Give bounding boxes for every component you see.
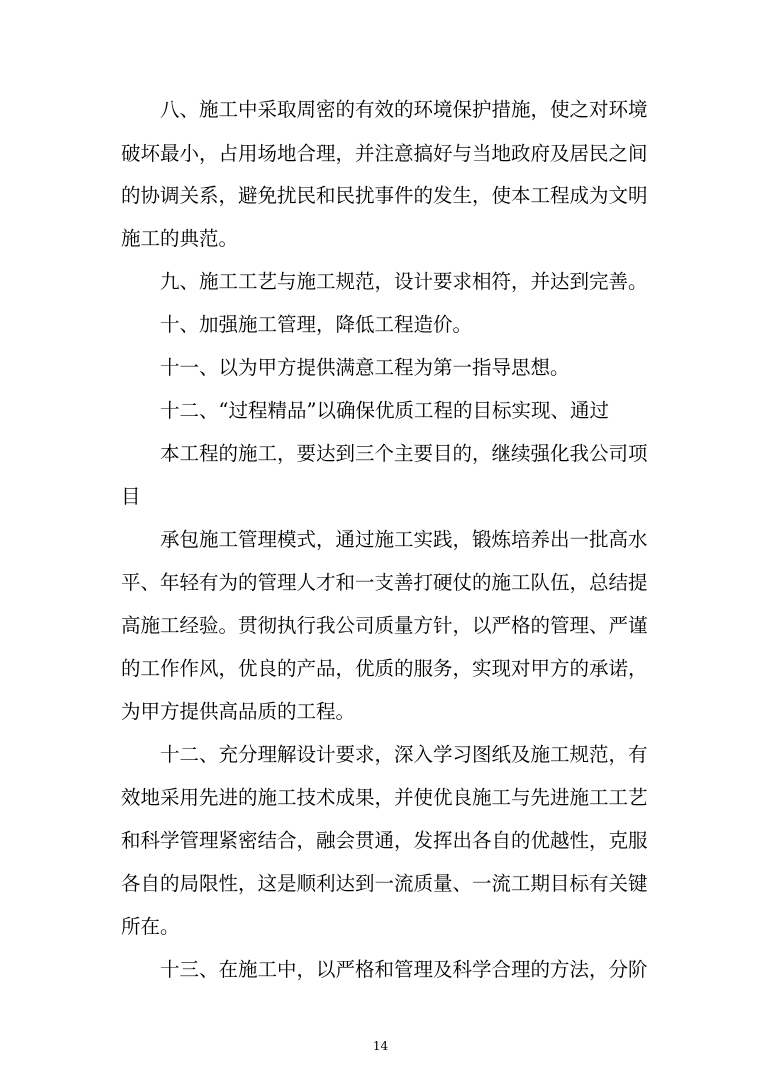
text-line: 十二、“过程精品”以确保优质工程的目标实现、通过 [160, 399, 609, 422]
text-line: 八、施工中采取周密的有效的环境保护措施，使之对环境 [160, 98, 648, 121]
text-line: 十、加强施工管理，降低工程造价。 [160, 313, 473, 336]
text-line: 和科学管理紧密结合，融会贯通，发挥出各自的优越性，克服 [121, 829, 648, 852]
text-line: 承包施工管理模式，通过施工实践，锻炼培养出一批高水 [160, 528, 648, 551]
text-line: 所在。 [121, 915, 180, 938]
text-line: 效地采用先进的施工技术成果，并使优良施工与先进施工工艺 [121, 786, 648, 809]
text-line: 十三、在施工中，以严格和管理及科学合理的方法，分阶 [160, 958, 648, 981]
text-line: 本工程的施工，要达到三个主要目的，继续强化我公司项 [160, 442, 648, 465]
text-line: 施工的典范。 [121, 227, 239, 250]
text-line: 九、施工工艺与施工规范，设计要求相符，并达到完善。 [160, 270, 648, 293]
text-line: 的工作作风，优良的产品，优质的服务，实现对甲方的承诺， [121, 657, 648, 680]
text-line: 为甲方提供高品质的工程。 [121, 700, 356, 723]
text-line: 破坏最小，占用场地合理，并注意搞好与当地政府及居民之间 [121, 142, 648, 165]
text-line: 目 [121, 485, 141, 508]
text-line: 的协调关系，避免扰民和民扰事件的发生，使本工程成为文明 [121, 184, 648, 207]
text-line: 高施工经验。贯彻执行我公司质量方针，以严格的管理、严谨 [121, 614, 648, 637]
text-line: 平、年轻有为的管理人才和一支善打硬仗的施工队伍，总结提 [121, 571, 648, 594]
text-line: 各自的局限性，这是顺利达到一流质量、一流工期目标有关键 [121, 872, 648, 895]
text-line: 十一、以为甲方提供满意工程为第一指导思想。 [160, 356, 570, 379]
page-number: 14 [372, 1039, 389, 1053]
text-line: 十二、充分理解设计要求，深入学习图纸及施工规范，有 [160, 743, 648, 766]
